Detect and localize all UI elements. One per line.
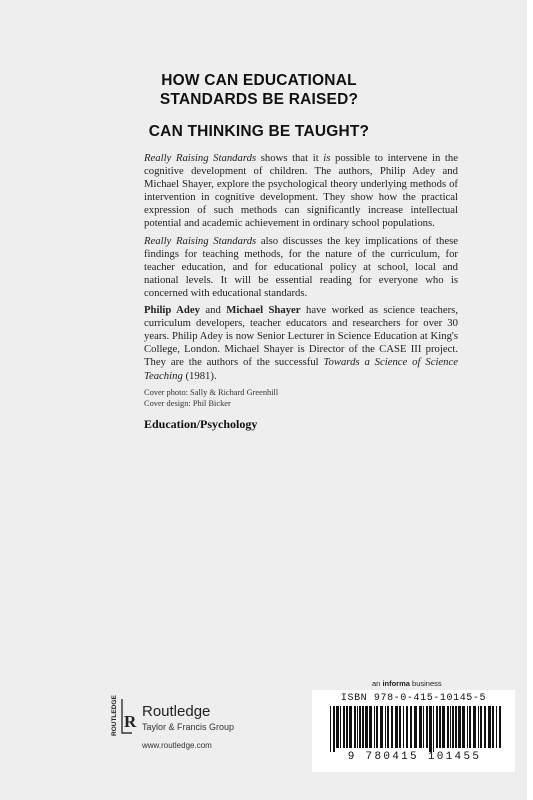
barcode-bar <box>385 706 386 748</box>
blurb-paragraph-2: Really Raising Standards also discusses the key implications of these findings for teaching methods, for the nature of the curriculum, for teacher education, and for educational policy at school, local and national levels. It will be essential reading for everyone who is concerned with educational standards. <box>144 234 458 299</box>
barcode-bar <box>478 706 479 748</box>
barcode-bar <box>473 706 476 748</box>
subject-category: Education/Psychology <box>144 417 258 431</box>
author-bio: Philip Adey and Michael Shayer have worked as science teachers, curriculum developers, teacher educators and researchers for over 30 years. Philip Adey is now Senior Lecturer in Science Education at King's College, London. Michael Shayer is Director of the CASE III project. They are the authors of the successful Towards a Science of Science Teaching (1981). <box>144 304 458 382</box>
barcode-bar <box>399 706 401 748</box>
publisher-url: www.routledge.com <box>142 741 212 750</box>
publisher-name: Routledge <box>142 703 211 720</box>
barcode-bar <box>447 706 449 748</box>
author-name: Philip Adey <box>144 304 200 317</box>
edge-strip <box>527 0 533 800</box>
barcode-bar <box>467 706 468 748</box>
routledge-vertical-text: ROUTLEDGE <box>111 695 118 736</box>
barcode-bar <box>419 706 422 748</box>
routledge-logo-icon <box>110 697 137 737</box>
barcode-bar <box>349 706 352 748</box>
barcode-bar <box>359 706 361 748</box>
barcode-bar <box>391 706 393 748</box>
publisher-group: Taylor & Francis Group <box>142 722 235 732</box>
barcode-bar <box>333 706 335 752</box>
cover-heading <box>60 71 458 109</box>
other-book-title: Towards a Science of Science Teaching <box>144 356 458 382</box>
book-title: Really Raising Standards <box>144 152 257 164</box>
barcode-bar <box>484 706 486 748</box>
barcode-bar <box>354 706 356 748</box>
barcode-bar <box>455 706 457 748</box>
barcode-bar <box>336 706 339 748</box>
barcode-bar <box>406 706 408 748</box>
barcode-icon <box>322 706 507 752</box>
barcode-bar <box>496 706 497 748</box>
barcode-bar <box>395 706 398 748</box>
barcode-bar <box>492 706 494 748</box>
blurb <box>144 152 458 409</box>
barcode-bar <box>403 706 404 748</box>
barcode-bar <box>343 706 345 748</box>
barcode-bar <box>452 706 454 748</box>
barcode-bar <box>365 706 368 748</box>
design-credit: Cover design: Phil Bicker <box>144 398 231 408</box>
barcode-bar <box>414 706 417 748</box>
blurb-paragraph-1: Really Raising Standards shows that it is possible to intervene in the cognitive development of children. The authors, Philip Adey and Michael Shayer, explore the psychological theory underlying methods of intervention in cognitive development. They show how the practical expression of such methods can significantly increase intellectual potential and academic achievement in ordinary school populations. <box>144 152 458 230</box>
heading-line-2: STANDARDS BE RAISED? <box>159 91 359 108</box>
barcode-bar <box>357 706 358 748</box>
barcode-bar <box>340 706 341 748</box>
barcode-bar <box>469 706 471 748</box>
barcode-bar <box>346 706 348 748</box>
photo-credit: Cover photo: Sally & Richard Greenhill <box>144 387 279 397</box>
barcode-bar <box>499 706 501 748</box>
barcode-bar <box>330 706 331 752</box>
barcode-bar <box>458 706 461 748</box>
isbn-barcode-box <box>312 690 515 772</box>
barcode-bar <box>376 706 378 748</box>
barcode-bar <box>410 706 412 748</box>
barcode-bar <box>442 706 445 748</box>
author-name: Michael Shayer <box>226 304 301 317</box>
barcode-digits: 9 780415 101455 <box>347 751 482 763</box>
barcode-bar <box>433 706 434 752</box>
barcode-bar <box>362 706 364 748</box>
barcode-bar <box>423 706 424 748</box>
barcode-bar <box>450 706 451 748</box>
barcode-bar <box>369 706 372 748</box>
barcode-bar <box>429 706 432 752</box>
cover-credits <box>144 387 458 409</box>
barcode-bar <box>374 706 375 748</box>
logo-letter: R <box>124 712 137 731</box>
cover-question: CAN THINKING BE TAUGHT? <box>148 123 370 140</box>
barcode-bar <box>480 706 482 748</box>
barcode-bar <box>439 706 441 748</box>
barcode-bar <box>380 706 383 748</box>
barcode-bar <box>488 706 491 748</box>
isbn-label: ISBN 978-0-415-10145-5 <box>340 693 487 704</box>
barcode-bar <box>462 706 465 748</box>
barcode-bar <box>426 706 428 748</box>
barcode-bar <box>387 706 389 748</box>
informa-tagline: an informa business <box>372 679 442 688</box>
barcode-bar <box>436 706 438 748</box>
book-title: Really Raising Standards <box>144 234 257 247</box>
heading-line-1: HOW CAN EDUCATIONAL <box>161 72 357 89</box>
